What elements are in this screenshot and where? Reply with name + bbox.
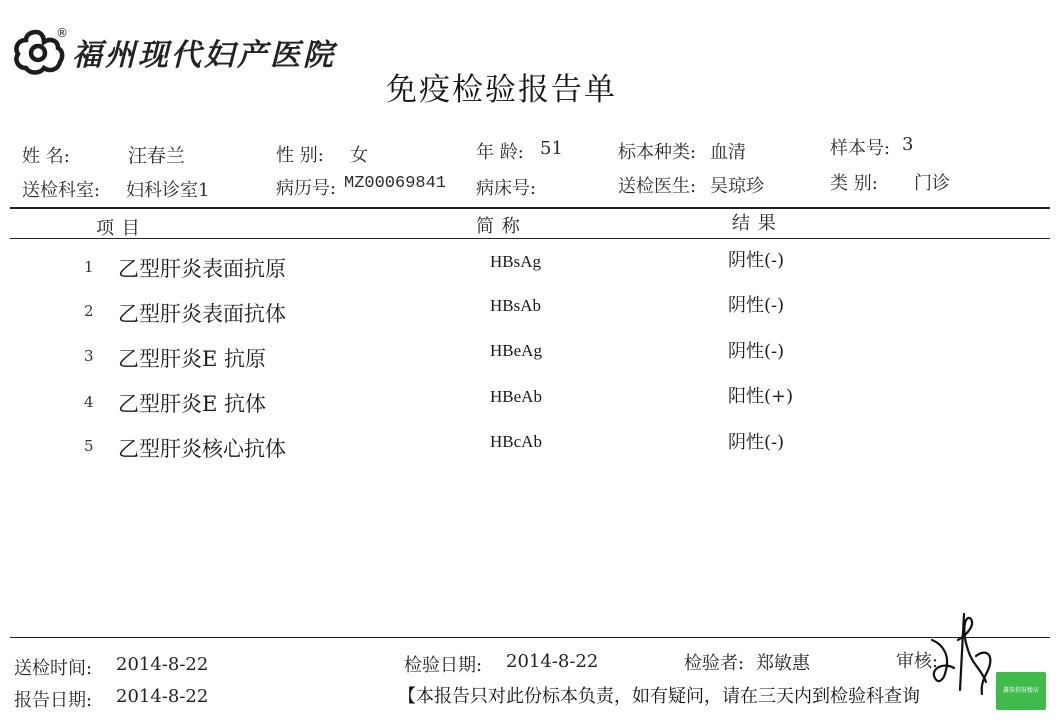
- dept: 妇科诊室1: [126, 180, 210, 201]
- specimen-type-label: 标本种类:: [618, 142, 697, 163]
- sex-label: 性 别:: [276, 145, 324, 166]
- doctor: 吴琼珍: [710, 176, 764, 197]
- reviewer-signature: [924, 610, 1000, 700]
- row-abbr: HBeAg: [490, 341, 542, 360]
- report-title: 免疫检验报告单: [386, 72, 617, 108]
- specimen-type: 血清: [710, 142, 746, 163]
- row-result: 阴性(-): [728, 295, 785, 316]
- report-date: 2014-8-22: [116, 686, 209, 707]
- patient-name: 汪春兰: [128, 145, 186, 167]
- footer-rule: [10, 637, 1050, 638]
- bed-no-label: 病床号:: [476, 178, 537, 199]
- submit-time: 2014-8-22: [116, 654, 209, 675]
- sample-no: 3: [902, 134, 914, 155]
- row-abbr: HBeAb: [490, 387, 542, 406]
- patient-age: 51: [540, 138, 563, 159]
- row-number: 3: [84, 347, 94, 365]
- dept-label: 送检科室:: [22, 180, 101, 201]
- column-header-item: 项 目: [96, 218, 141, 239]
- row-result: 阴性(-): [728, 432, 785, 453]
- test-date-label: 检验日期:: [404, 655, 483, 676]
- row-abbr: HBsAg: [490, 252, 542, 271]
- row-item: 乙型肝炎核心抗体: [118, 437, 286, 461]
- category: 门诊: [914, 173, 950, 194]
- row-result: 阴性(-): [728, 250, 785, 271]
- hospital-name: 福州现代妇产医院: [72, 38, 336, 73]
- submit-time-label: 送检时间:: [14, 658, 93, 679]
- tester: 郑敏惠: [756, 653, 810, 674]
- record-no: MZ00069841: [344, 174, 447, 193]
- table-top-rule: [10, 207, 1050, 209]
- row-item: 乙型肝炎表面抗原: [118, 257, 286, 281]
- patient-sex: 女: [350, 145, 368, 166]
- disclaimer-note: 【本报告只对此份标本负责，如有疑问，请在三天内到检验科查询: [398, 686, 920, 707]
- row-number: 4: [84, 393, 94, 411]
- name-label: 姓 名:: [22, 146, 70, 167]
- row-number: 2: [84, 302, 94, 320]
- row-item: 乙型肝炎E 抗原: [118, 347, 267, 371]
- row-item: 乙型肝炎表面抗体: [118, 302, 286, 326]
- column-header-result: 结 果: [732, 213, 777, 234]
- report-date-label: 报告日期:: [14, 690, 93, 711]
- row-result: 阳性(+): [728, 386, 794, 407]
- sample-no-label: 样本号:: [830, 138, 891, 159]
- row-abbr: HBcAb: [490, 432, 542, 451]
- row-number: 1: [84, 258, 94, 276]
- table-header-rule: [10, 238, 1050, 239]
- row-result: 阴性(-): [728, 341, 785, 362]
- category-label: 类 别:: [830, 173, 878, 194]
- row-abbr: HBsAb: [490, 296, 542, 315]
- tester-label: 检验者:: [684, 653, 745, 674]
- reviewer-label: 审核:: [896, 651, 939, 672]
- row-number: 5: [84, 437, 94, 455]
- age-label: 年 龄:: [476, 142, 524, 163]
- test-date: 2014-8-22: [506, 651, 599, 672]
- registered-mark: ®: [56, 26, 68, 40]
- column-header-abbr: 简 称: [476, 216, 521, 237]
- doctor-label: 送检医生:: [618, 176, 697, 197]
- record-no-label: 病历号:: [276, 178, 337, 199]
- row-item: 乙型肝炎E 抗体: [118, 392, 267, 416]
- watermark-badge: 鑫铢搭鼓楼店: [996, 672, 1046, 710]
